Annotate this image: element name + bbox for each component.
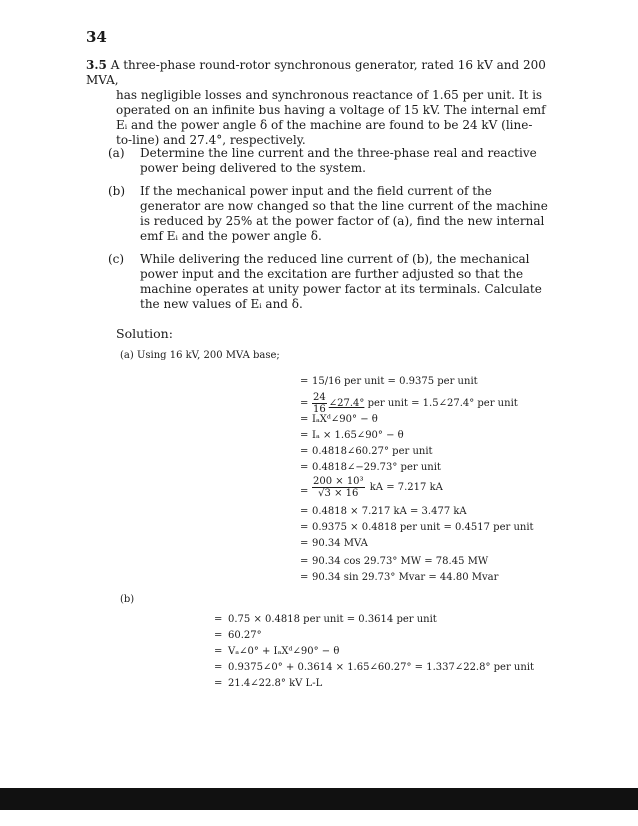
- equation-rhs: IₐXᵈ∠90° − θ: [312, 414, 378, 425]
- equals-sign: =: [300, 414, 309, 425]
- part-a: [108, 146, 548, 176]
- equation-rhs: 0.4818∠60.27° per unit: [312, 446, 433, 457]
- equation-rhs: 0.9375 × 0.4818 per unit = 0.4517 per unit: [312, 522, 534, 533]
- part-b: [108, 184, 548, 244]
- equals-sign: =: [300, 462, 309, 473]
- problem-number: 3.5: [86, 58, 107, 72]
- part-c: [108, 252, 548, 312]
- equation-rhs: 60.27°: [228, 630, 262, 641]
- equation-rhs: 0.9375∠0° + 0.3614 × 1.65∠60.27° = 1.337∠22.8° per unit: [228, 662, 535, 673]
- problem-parts: [108, 146, 548, 320]
- part-text: Determine the line current and the three-phase real and reactive power being delivered to the system.: [140, 146, 537, 175]
- fraction: $\frac{\text{200 × 10³}}{√3 \times 16}$: [313, 476, 364, 499]
- problem-text-line1: A three-phase round-rotor synchronous generator, rated 16 kV and 200 MVA,: [86, 58, 546, 87]
- equals-sign: =: [300, 538, 309, 549]
- equation-rhs: $\frac{24}{16}$ ∠27.4° per unit = 1.5∠27.4° per unit: [313, 392, 518, 415]
- part-text: While delivering the reduced line current of (b), the mechanical power input and the excitation are further adjusted so that the machine operates at unity power factor at its terminals. Calculate the new values of Eᵢ and δ.: [140, 252, 542, 311]
- equation-rhs: $\frac{\text{200 × 10³}}{√3 \times 16}$ kA = 7.217 kA: [313, 476, 443, 499]
- part-label: (c): [108, 252, 125, 266]
- problem-text-rest: has negligible losses and synchronous reactance of 1.65 per unit. It is operated on an infinite bus having a voltage of 15 kV. The internal emf Eᵢ and the power angle δ of the machine are found to be 24 kV (line-to-line) and 27.4°, respectively.: [116, 88, 546, 147]
- part-b-label: (b): [120, 594, 135, 605]
- page-number: 34: [86, 28, 107, 46]
- part-a-intro: (a) Using 16 kV, 200 MVA base;: [120, 350, 280, 361]
- equals-sign: =: [214, 630, 223, 641]
- equals-sign: =: [300, 486, 309, 497]
- equals-sign: =: [300, 376, 309, 387]
- equals-sign: =: [300, 398, 309, 409]
- equation-rhs: Vₐ∠0° + IₐXᵈ∠90° − θ: [228, 646, 340, 657]
- equals-sign: =: [214, 662, 223, 673]
- part-text: If the mechanical power input and the field current of the generator are now changed so that the line current of the machine is reduced by 25% at the power factor of (a), find the new internal emf Eᵢ and the power angle δ.: [140, 184, 548, 243]
- equals-sign: =: [300, 522, 309, 533]
- equation-rhs: 15/16 per unit = 0.9375 per unit: [312, 376, 478, 387]
- equals-sign: =: [300, 506, 309, 517]
- equals-sign: =: [214, 614, 223, 625]
- equation-rhs: 0.4818 × 7.217 kA = 3.477 kA: [312, 506, 467, 517]
- solution-heading: Solution:: [116, 326, 173, 341]
- part-label: (b): [108, 184, 126, 198]
- equals-sign: =: [214, 678, 223, 689]
- equation-rhs: Iₐ × 1.65∠90° − θ: [312, 430, 404, 441]
- part-label: (a): [108, 146, 125, 160]
- equation-rhs: 21.4∠22.8° kV L-L: [228, 678, 323, 689]
- equals-sign: =: [300, 446, 309, 457]
- equals-sign: =: [300, 556, 309, 567]
- equation-rhs: 0.75 × 0.4818 per unit = 0.3614 per unit: [228, 614, 437, 625]
- equation-rhs: 90.34 cos 29.73° MW = 78.45 MW: [312, 556, 489, 567]
- footer-bar: [0, 788, 638, 810]
- problem-statement: [86, 58, 546, 148]
- equals-sign: =: [300, 430, 309, 441]
- fraction: $\frac{24}{16}$: [313, 392, 326, 415]
- equation-rhs: 0.4818∠−29.73° per unit: [312, 462, 441, 473]
- equation-rhs: 90.34 MVA: [312, 538, 368, 549]
- equals-sign: =: [214, 646, 223, 657]
- equals-sign: =: [300, 572, 309, 583]
- equation-rhs: 90.34 sin 29.73° Mvar = 44.80 Mvar: [312, 572, 499, 583]
